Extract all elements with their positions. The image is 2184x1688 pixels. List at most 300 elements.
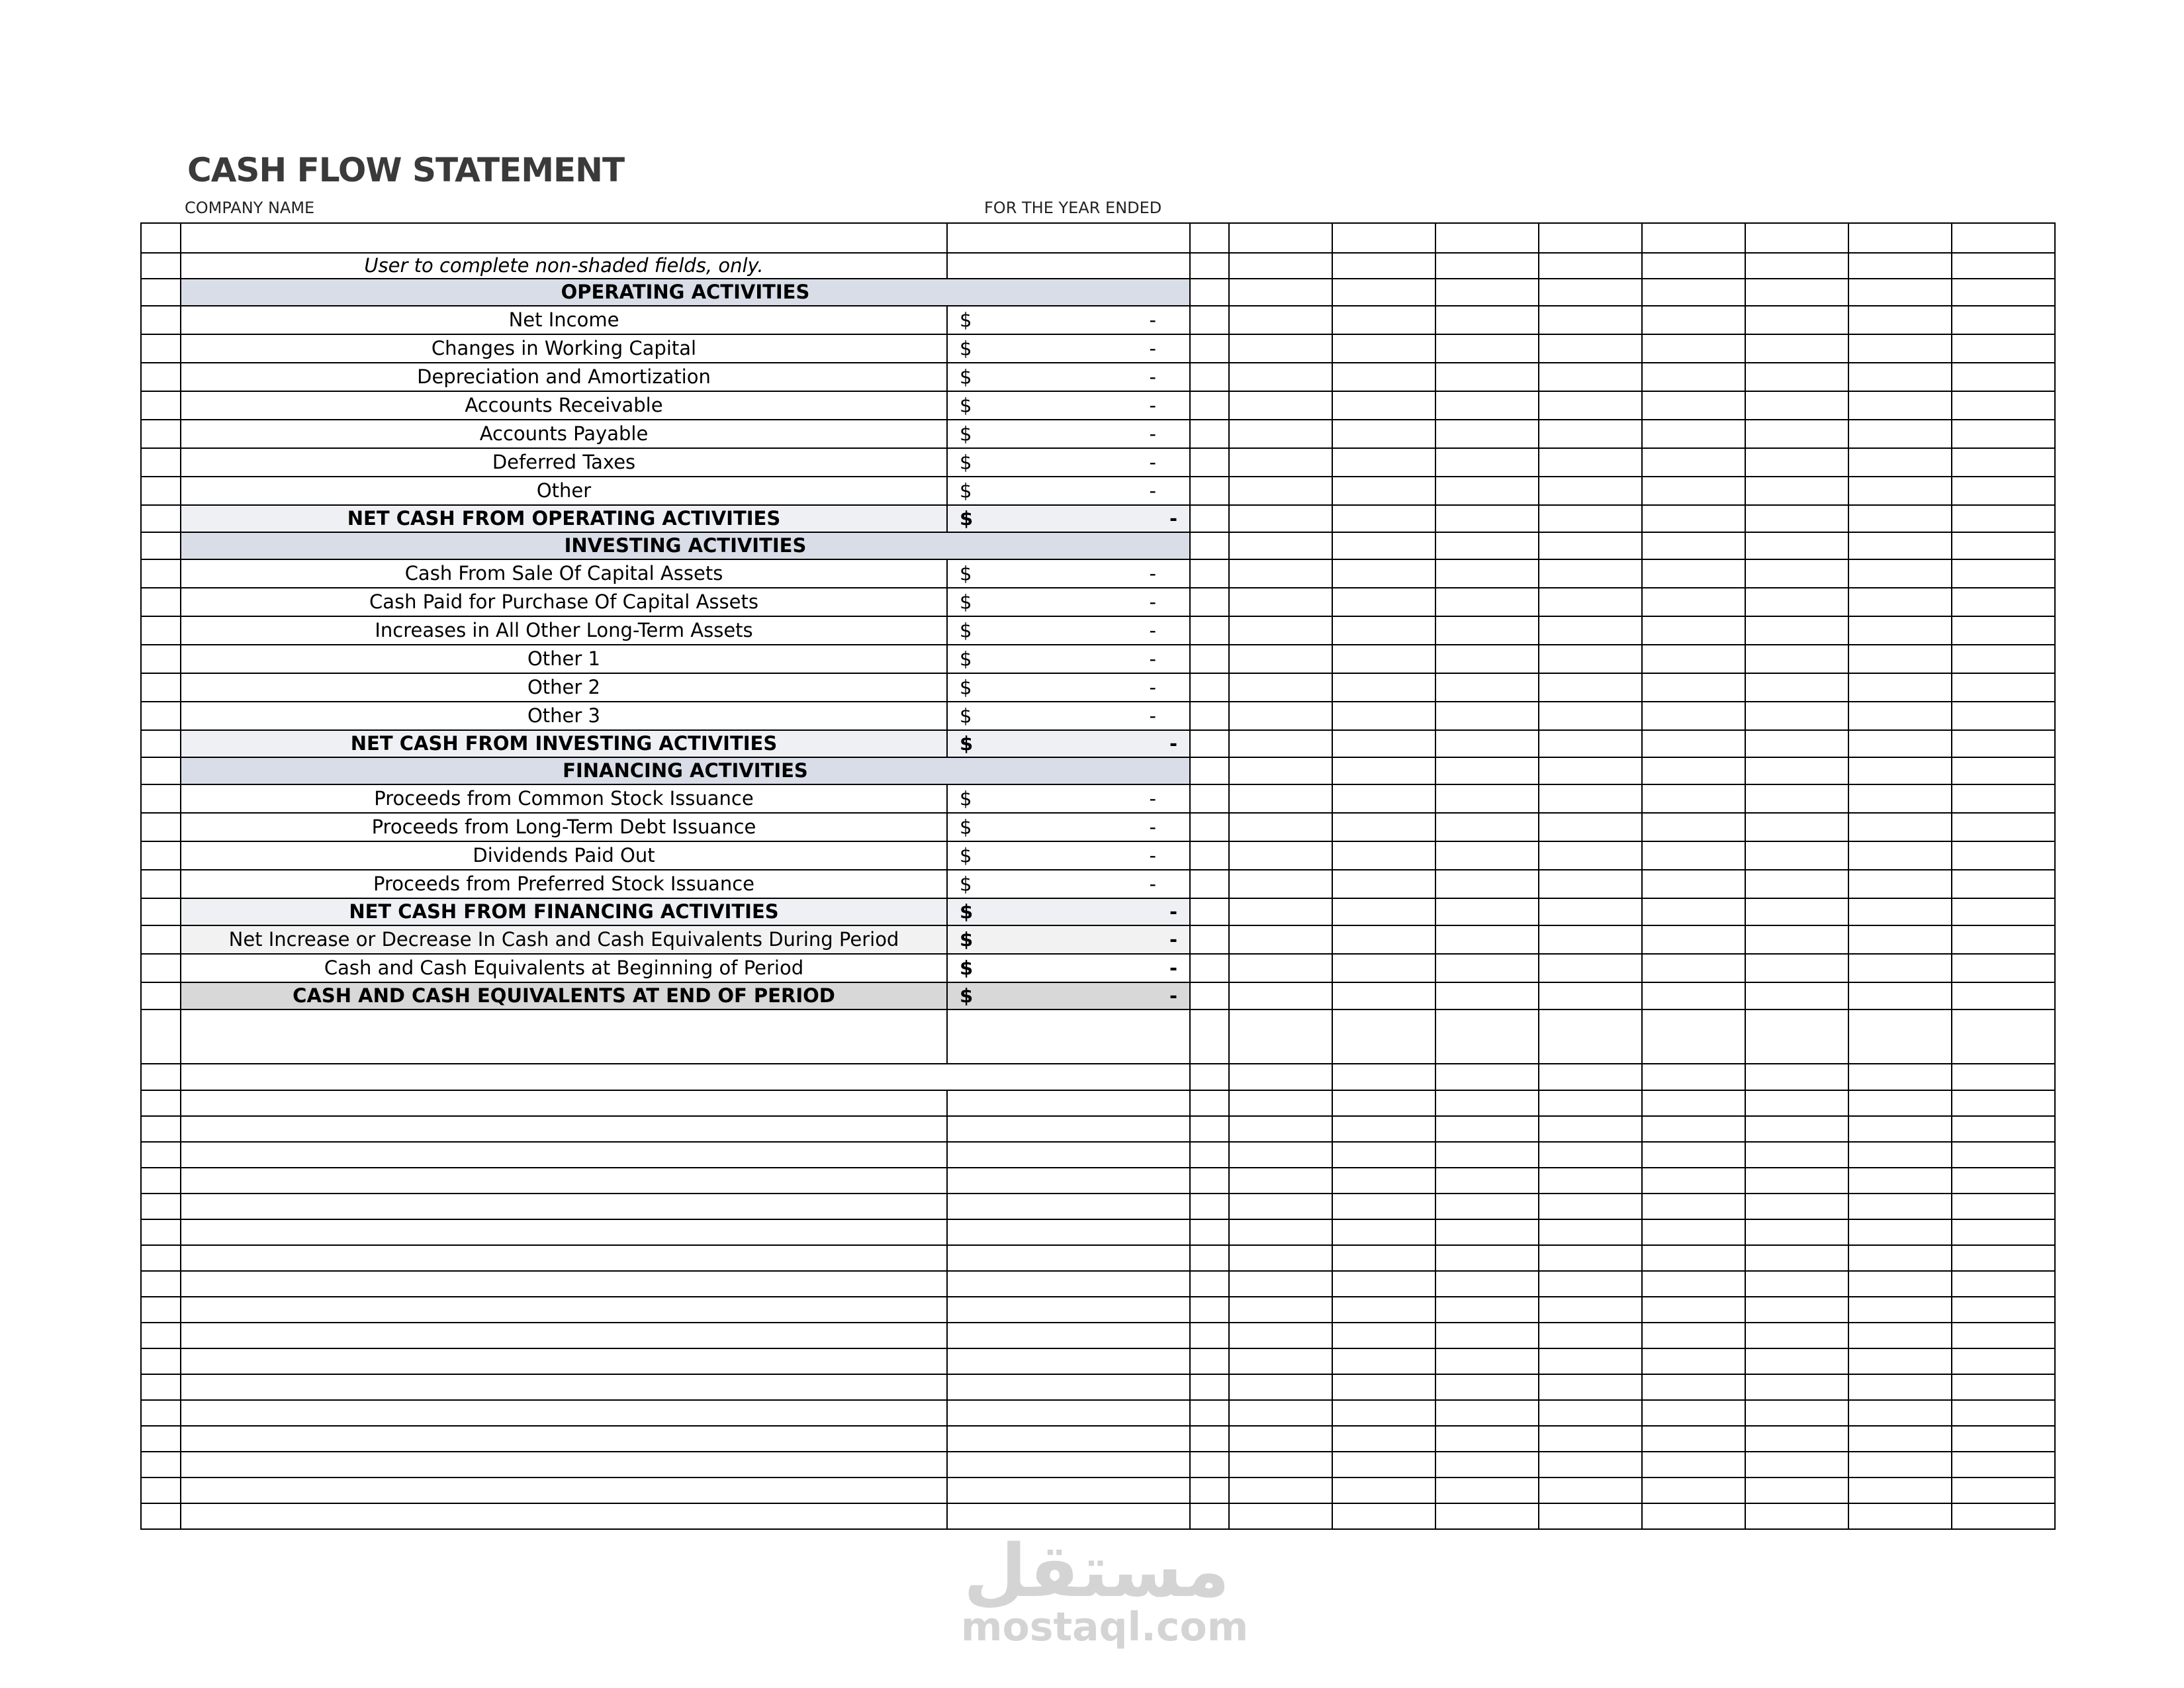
grid-cell[interactable] [1952, 363, 2055, 391]
grid-cell[interactable] [1229, 1323, 1332, 1348]
grid-cell[interactable] [1332, 334, 1435, 363]
merged-cell[interactable] [181, 1064, 1190, 1090]
grid-cell[interactable] [1539, 813, 1642, 841]
grid-cell[interactable] [1745, 757, 1848, 784]
grid-cell[interactable] [1435, 616, 1539, 645]
grid-cell[interactable] [1745, 253, 1848, 279]
grid-cell[interactable] [1435, 870, 1539, 898]
grid-cell[interactable] [1642, 757, 1745, 784]
grid-cell[interactable] [1435, 1477, 1539, 1503]
grid-cell[interactable] [1745, 1323, 1848, 1348]
grid-cell[interactable] [1642, 1142, 1745, 1168]
grid-cell[interactable] [1190, 645, 1229, 673]
grid-cell[interactable] [1952, 1400, 2055, 1426]
grid-cell[interactable] [1229, 391, 1332, 420]
grid-cell[interactable] [1229, 954, 1332, 982]
grid-cell[interactable] [1539, 223, 1642, 253]
grid-cell[interactable] [1539, 253, 1642, 279]
grid-cell[interactable] [1190, 870, 1229, 898]
grid-cell[interactable] [1539, 1374, 1642, 1400]
row-margin-cell[interactable] [141, 1168, 181, 1194]
grid-cell[interactable] [1848, 1009, 1952, 1064]
row-margin-cell[interactable] [141, 616, 181, 645]
grid-cell[interactable] [1229, 1348, 1332, 1374]
grid-cell[interactable] [1848, 532, 1952, 559]
grid-cell[interactable] [1952, 1116, 2055, 1142]
row-margin-cell[interactable] [141, 813, 181, 841]
grid-cell[interactable] [1332, 1194, 1435, 1219]
grid-cell[interactable] [1642, 559, 1745, 588]
operating-item-amount[interactable] [947, 477, 1190, 505]
row-margin-cell[interactable] [141, 253, 181, 279]
investing-item-label[interactable]: Other 2 [181, 673, 947, 702]
grid-cell[interactable] [1745, 363, 1848, 391]
amount-cell[interactable] [947, 253, 1190, 279]
grid-cell[interactable] [1539, 306, 1642, 334]
grid-cell[interactable] [1848, 841, 1952, 870]
grid-cell[interactable] [1435, 673, 1539, 702]
grid-cell[interactable] [1539, 784, 1642, 813]
grid-cell[interactable] [1848, 954, 1952, 982]
grid-cell[interactable] [1190, 730, 1229, 757]
grid-cell[interactable] [1952, 1297, 2055, 1323]
operating-item-amount[interactable] [947, 448, 1190, 477]
grid-cell[interactable] [1848, 505, 1952, 532]
grid-cell[interactable] [1539, 448, 1642, 477]
grid-cell[interactable] [1952, 1503, 2055, 1529]
grid-cell[interactable] [1952, 1477, 2055, 1503]
grid-cell[interactable] [1848, 925, 1952, 954]
amount-cell[interactable] [947, 1116, 1190, 1142]
row-margin-cell[interactable] [141, 1477, 181, 1503]
row-margin-cell[interactable] [141, 420, 181, 448]
grid-cell[interactable] [1745, 1400, 1848, 1426]
grid-cell[interactable] [1848, 1090, 1952, 1116]
row-margin-cell[interactable] [141, 1323, 181, 1348]
grid-cell[interactable] [1332, 813, 1435, 841]
grid-cell[interactable] [1848, 1426, 1952, 1452]
amount-cell[interactable] [947, 1400, 1190, 1426]
grid-cell[interactable] [1745, 1503, 1848, 1529]
grid-cell[interactable] [1229, 813, 1332, 841]
amount-cell[interactable] [947, 1348, 1190, 1374]
grid-cell[interactable] [1539, 616, 1642, 645]
grid-cell[interactable] [1745, 898, 1848, 925]
grid-cell[interactable] [1435, 1194, 1539, 1219]
grid-cell[interactable] [1229, 925, 1332, 954]
grid-cell[interactable] [1745, 1348, 1848, 1374]
grid-cell[interactable] [1332, 223, 1435, 253]
grid-cell[interactable] [1848, 420, 1952, 448]
grid-cell[interactable] [1435, 223, 1539, 253]
row-margin-cell[interactable] [141, 1219, 181, 1245]
grid-cell[interactable] [1190, 1477, 1229, 1503]
grid-cell[interactable] [1848, 588, 1952, 616]
grid-cell[interactable] [1229, 841, 1332, 870]
row-margin-cell[interactable] [141, 1116, 181, 1142]
operating-item-label[interactable]: Net Income [181, 306, 947, 334]
financing-item-amount[interactable] [947, 841, 1190, 870]
label-cell[interactable] [181, 1168, 947, 1194]
label-cell[interactable] [181, 1323, 947, 1348]
label-cell[interactable] [181, 1271, 947, 1297]
row-margin-cell[interactable] [141, 1090, 181, 1116]
operating-item-amount[interactable] [947, 363, 1190, 391]
grid-cell[interactable] [1229, 616, 1332, 645]
row-margin-cell[interactable] [141, 279, 181, 306]
grid-cell[interactable] [1848, 730, 1952, 757]
grid-cell[interactable] [1332, 757, 1435, 784]
label-cell[interactable] [181, 1477, 947, 1503]
grid-cell[interactable] [1332, 279, 1435, 306]
label-cell[interactable] [181, 1297, 947, 1323]
grid-cell[interactable] [1848, 1323, 1952, 1348]
grid-cell[interactable] [1435, 702, 1539, 730]
grid-cell[interactable] [1190, 1271, 1229, 1297]
grid-cell[interactable] [1539, 730, 1642, 757]
grid-cell[interactable] [1190, 1426, 1229, 1452]
grid-cell[interactable] [1229, 223, 1332, 253]
grid-cell[interactable] [1952, 784, 2055, 813]
grid-cell[interactable] [1435, 505, 1539, 532]
grid-cell[interactable] [1190, 1245, 1229, 1271]
grid-cell[interactable] [1539, 1503, 1642, 1529]
grid-cell[interactable] [1848, 1297, 1952, 1323]
grid-cell[interactable] [1332, 391, 1435, 420]
grid-cell[interactable] [1229, 1194, 1332, 1219]
grid-cell[interactable] [1745, 279, 1848, 306]
grid-cell[interactable] [1642, 420, 1745, 448]
grid-cell[interactable] [1229, 477, 1332, 505]
grid-cell[interactable] [1539, 588, 1642, 616]
grid-cell[interactable] [1848, 673, 1952, 702]
grid-cell[interactable] [1435, 784, 1539, 813]
grid-cell[interactable] [1229, 1245, 1332, 1271]
grid-cell[interactable] [1642, 870, 1745, 898]
grid-cell[interactable] [1190, 1400, 1229, 1426]
grid-cell[interactable] [1848, 1374, 1952, 1400]
investing-item-amount[interactable] [947, 673, 1190, 702]
grid-cell[interactable] [1642, 1194, 1745, 1219]
grid-cell[interactable] [1190, 1452, 1229, 1477]
grid-cell[interactable] [1190, 1064, 1229, 1090]
grid-cell[interactable] [1435, 925, 1539, 954]
grid-cell[interactable] [1435, 1323, 1539, 1348]
grid-cell[interactable] [1952, 925, 2055, 954]
grid-cell[interactable] [1332, 1400, 1435, 1426]
grid-cell[interactable] [1642, 505, 1745, 532]
grid-cell[interactable] [1332, 477, 1435, 505]
grid-cell[interactable] [1539, 1477, 1642, 1503]
grid-cell[interactable] [1539, 898, 1642, 925]
grid-cell[interactable] [1435, 841, 1539, 870]
row-margin-cell[interactable] [141, 784, 181, 813]
grid-cell[interactable] [1952, 448, 2055, 477]
amount-cell[interactable] [947, 1194, 1190, 1219]
grid-cell[interactable] [1952, 813, 2055, 841]
grid-cell[interactable] [1539, 1323, 1642, 1348]
grid-cell[interactable] [1745, 1090, 1848, 1116]
grid-cell[interactable] [1952, 841, 2055, 870]
grid-cell[interactable] [1745, 730, 1848, 757]
financing-item-label[interactable]: Proceeds from Long-Term Debt Issuance [181, 813, 947, 841]
grid-cell[interactable] [1642, 645, 1745, 673]
grid-cell[interactable] [1642, 841, 1745, 870]
row-margin-cell[interactable] [141, 559, 181, 588]
grid-cell[interactable] [1745, 420, 1848, 448]
grid-cell[interactable] [1848, 223, 1952, 253]
row-margin-cell[interactable] [141, 1142, 181, 1168]
grid-cell[interactable] [1190, 448, 1229, 477]
grid-cell[interactable] [1642, 982, 1745, 1009]
grid-cell[interactable] [1952, 673, 2055, 702]
grid-cell[interactable] [1539, 925, 1642, 954]
grid-cell[interactable] [1229, 448, 1332, 477]
grid-cell[interactable] [1642, 1245, 1745, 1271]
grid-cell[interactable] [1229, 1116, 1332, 1142]
grid-cell[interactable] [1332, 702, 1435, 730]
operating-item-amount[interactable] [947, 420, 1190, 448]
financing-item-label[interactable]: Proceeds from Preferred Stock Issuance [181, 870, 947, 898]
grid-cell[interactable] [1190, 1009, 1229, 1064]
grid-cell[interactable] [1190, 279, 1229, 306]
grid-cell[interactable] [1332, 1116, 1435, 1142]
grid-cell[interactable] [1435, 1452, 1539, 1477]
grid-cell[interactable] [1190, 391, 1229, 420]
row-margin-cell[interactable] [141, 505, 181, 532]
grid-cell[interactable] [1952, 1245, 2055, 1271]
row-margin-cell[interactable] [141, 1297, 181, 1323]
label-cell[interactable] [181, 1245, 947, 1271]
grid-cell[interactable] [1745, 813, 1848, 841]
row-margin-cell[interactable] [141, 1271, 181, 1297]
grid-cell[interactable] [1642, 1323, 1745, 1348]
grid-cell[interactable] [1745, 1477, 1848, 1503]
grid-cell[interactable] [1190, 306, 1229, 334]
grid-cell[interactable] [1435, 757, 1539, 784]
grid-cell[interactable] [1435, 559, 1539, 588]
grid-cell[interactable] [1332, 1503, 1435, 1529]
grid-cell[interactable] [1332, 870, 1435, 898]
grid-cell[interactable] [1332, 1064, 1435, 1090]
grid-cell[interactable] [1952, 1348, 2055, 1374]
grid-cell[interactable] [1332, 1426, 1435, 1452]
grid-cell[interactable] [1435, 334, 1539, 363]
grid-cell[interactable] [1332, 925, 1435, 954]
grid-cell[interactable] [1952, 559, 2055, 588]
grid-cell[interactable] [1190, 982, 1229, 1009]
grid-cell[interactable] [1848, 1064, 1952, 1090]
grid-cell[interactable] [1642, 898, 1745, 925]
grid-cell[interactable] [1642, 1426, 1745, 1452]
grid-cell[interactable] [1952, 730, 2055, 757]
grid-cell[interactable] [1848, 1142, 1952, 1168]
grid-cell[interactable] [1642, 306, 1745, 334]
grid-cell[interactable] [1539, 1426, 1642, 1452]
row-margin-cell[interactable] [141, 1064, 181, 1090]
grid-cell[interactable] [1848, 813, 1952, 841]
grid-cell[interactable] [1642, 1374, 1745, 1400]
grid-cell[interactable] [1190, 1219, 1229, 1245]
grid-cell[interactable] [1435, 588, 1539, 616]
grid-cell[interactable] [1642, 784, 1745, 813]
grid-cell[interactable] [1642, 1168, 1745, 1194]
grid-cell[interactable] [1848, 279, 1952, 306]
grid-cell[interactable] [1745, 391, 1848, 420]
grid-cell[interactable] [1190, 898, 1229, 925]
grid-cell[interactable] [1190, 1503, 1229, 1529]
grid-cell[interactable] [1332, 1090, 1435, 1116]
grid-cell[interactable] [1190, 363, 1229, 391]
grid-cell[interactable] [1190, 223, 1229, 253]
grid-cell[interactable] [1848, 702, 1952, 730]
financing-item-label[interactable]: Dividends Paid Out [181, 841, 947, 870]
operating-item-label[interactable]: Deferred Taxes [181, 448, 947, 477]
grid-cell[interactable] [1539, 391, 1642, 420]
amount-cell[interactable] [947, 1323, 1190, 1348]
grid-cell[interactable] [1332, 588, 1435, 616]
row-margin-cell[interactable] [141, 448, 181, 477]
grid-cell[interactable] [1952, 391, 2055, 420]
grid-cell[interactable] [1952, 279, 2055, 306]
financing-item-amount[interactable] [947, 870, 1190, 898]
label-cell[interactable] [181, 1142, 947, 1168]
grid-cell[interactable] [1332, 616, 1435, 645]
grid-cell[interactable] [1642, 1477, 1745, 1503]
label-cell[interactable] [181, 223, 947, 253]
investing-item-label[interactable]: Cash Paid for Purchase Of Capital Assets [181, 588, 947, 616]
grid-cell[interactable] [1332, 1009, 1435, 1064]
grid-cell[interactable] [1539, 1116, 1642, 1142]
grid-cell[interactable] [1642, 813, 1745, 841]
amount-cell[interactable] [947, 1142, 1190, 1168]
grid-cell[interactable] [1435, 1142, 1539, 1168]
grid-cell[interactable] [1229, 1297, 1332, 1323]
grid-cell[interactable] [1539, 420, 1642, 448]
grid-cell[interactable] [1332, 673, 1435, 702]
grid-cell[interactable] [1745, 841, 1848, 870]
grid-cell[interactable] [1190, 588, 1229, 616]
row-margin-cell[interactable] [141, 1452, 181, 1477]
grid-cell[interactable] [1229, 1477, 1332, 1503]
row-margin-cell[interactable] [141, 363, 181, 391]
grid-cell[interactable] [1642, 1452, 1745, 1477]
grid-cell[interactable] [1539, 1168, 1642, 1194]
grid-cell[interactable] [1745, 673, 1848, 702]
grid-cell[interactable] [1539, 954, 1642, 982]
grid-cell[interactable] [1332, 982, 1435, 1009]
label-cell[interactable] [181, 1219, 947, 1245]
investing-item-label[interactable]: Other 1 [181, 645, 947, 673]
grid-cell[interactable] [1229, 645, 1332, 673]
grid-cell[interactable] [1539, 702, 1642, 730]
grid-cell[interactable] [1745, 1426, 1848, 1452]
grid-cell[interactable] [1848, 477, 1952, 505]
grid-cell[interactable] [1745, 334, 1848, 363]
grid-cell[interactable] [1332, 1297, 1435, 1323]
row-margin-cell[interactable] [141, 702, 181, 730]
grid-cell[interactable] [1642, 1297, 1745, 1323]
grid-cell[interactable] [1229, 1142, 1332, 1168]
amount-cell[interactable] [947, 1168, 1190, 1194]
grid-cell[interactable] [1952, 253, 2055, 279]
grid-cell[interactable] [1745, 559, 1848, 588]
grid-cell[interactable] [1642, 223, 1745, 253]
grid-cell[interactable] [1229, 363, 1332, 391]
grid-cell[interactable] [1190, 477, 1229, 505]
grid-cell[interactable] [1642, 334, 1745, 363]
grid-cell[interactable] [1435, 1400, 1539, 1426]
investing-item-label[interactable]: Increases in All Other Long-Term Assets [181, 616, 947, 645]
grid-cell[interactable] [1435, 813, 1539, 841]
grid-cell[interactable] [1952, 870, 2055, 898]
investing-item-amount[interactable] [947, 588, 1190, 616]
grid-cell[interactable] [1642, 363, 1745, 391]
grid-cell[interactable] [1332, 1323, 1435, 1348]
row-margin-cell[interactable] [141, 306, 181, 334]
grid-cell[interactable] [1642, 532, 1745, 559]
grid-cell[interactable] [1435, 477, 1539, 505]
grid-cell[interactable] [1848, 1271, 1952, 1297]
grid-cell[interactable] [1745, 1452, 1848, 1477]
row-margin-cell[interactable] [141, 954, 181, 982]
grid-cell[interactable] [1229, 505, 1332, 532]
grid-cell[interactable] [1190, 757, 1229, 784]
grid-cell[interactable] [1539, 870, 1642, 898]
grid-cell[interactable] [1642, 448, 1745, 477]
grid-cell[interactable] [1229, 757, 1332, 784]
label-cell[interactable] [181, 1116, 947, 1142]
grid-cell[interactable] [1190, 253, 1229, 279]
grid-cell[interactable] [1332, 253, 1435, 279]
grid-cell[interactable] [1745, 645, 1848, 673]
grid-cell[interactable] [1190, 673, 1229, 702]
grid-cell[interactable] [1848, 306, 1952, 334]
grid-cell[interactable] [1642, 702, 1745, 730]
grid-cell[interactable] [1190, 1194, 1229, 1219]
grid-cell[interactable] [1229, 253, 1332, 279]
grid-cell[interactable] [1229, 1374, 1332, 1400]
row-margin-cell[interactable] [141, 391, 181, 420]
grid-cell[interactable] [1848, 391, 1952, 420]
investing-item-amount[interactable] [947, 702, 1190, 730]
row-margin-cell[interactable] [141, 730, 181, 757]
investing-item-amount[interactable] [947, 645, 1190, 673]
grid-cell[interactable] [1229, 1503, 1332, 1529]
grid-cell[interactable] [1190, 702, 1229, 730]
financing-item-label[interactable]: Proceeds from Common Stock Issuance [181, 784, 947, 813]
grid-cell[interactable] [1435, 1503, 1539, 1529]
grid-cell[interactable] [1642, 1009, 1745, 1064]
grid-cell[interactable] [1848, 1219, 1952, 1245]
grid-cell[interactable] [1435, 1168, 1539, 1194]
amount-cell[interactable] [947, 1452, 1190, 1477]
grid-cell[interactable] [1642, 1348, 1745, 1374]
operating-item-label[interactable]: Other [181, 477, 947, 505]
grid-cell[interactable] [1229, 306, 1332, 334]
grid-cell[interactable] [1848, 784, 1952, 813]
grid-cell[interactable] [1642, 1064, 1745, 1090]
investing-item-label[interactable]: Cash From Sale Of Capital Assets [181, 559, 947, 588]
grid-cell[interactable] [1435, 1219, 1539, 1245]
grid-cell[interactable] [1229, 1064, 1332, 1090]
row-margin-cell[interactable] [141, 334, 181, 363]
grid-cell[interactable] [1952, 1194, 2055, 1219]
grid-cell[interactable] [1745, 306, 1848, 334]
grid-cell[interactable] [1229, 588, 1332, 616]
amount-cell[interactable] [947, 1503, 1190, 1529]
grid-cell[interactable] [1745, 954, 1848, 982]
